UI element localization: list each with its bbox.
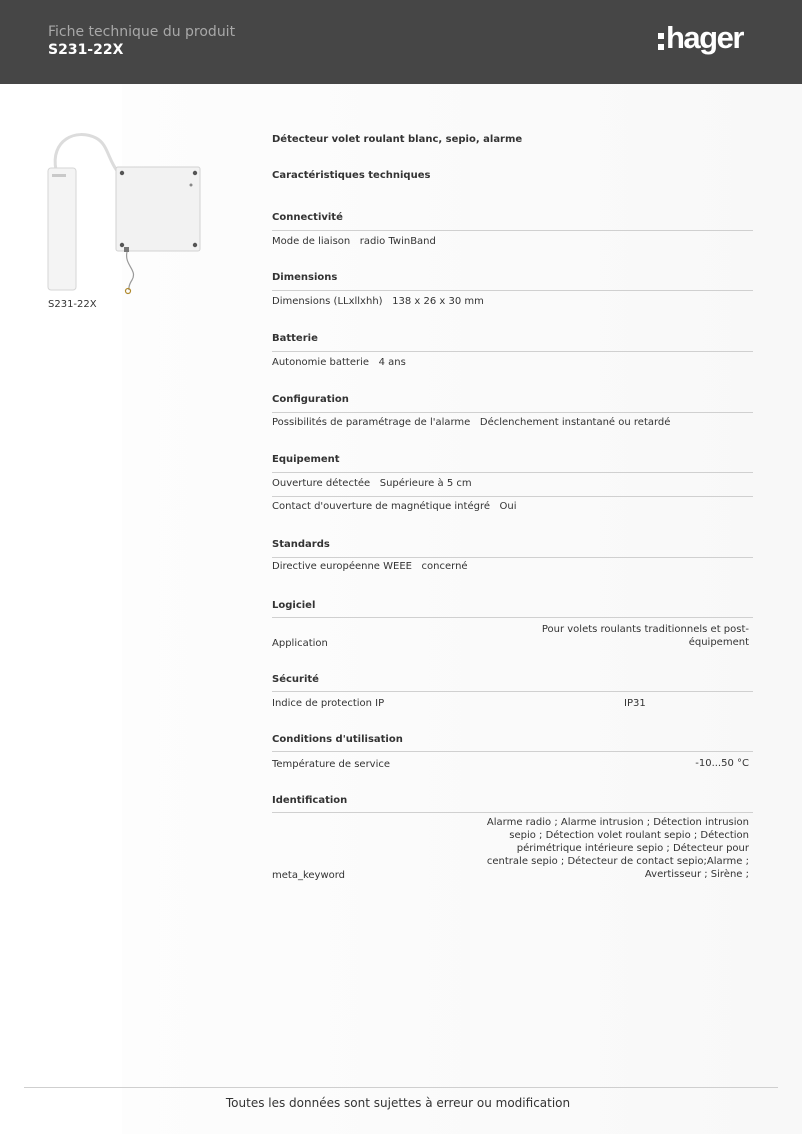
logo-wordmark: hager xyxy=(666,20,743,55)
spec-label: Directive européenne WEEE xyxy=(272,561,412,572)
section-divider xyxy=(272,412,753,413)
section-title-dimensions: Dimensions xyxy=(272,272,338,283)
spec-row xyxy=(272,621,753,649)
spec-value: IP31 xyxy=(624,698,646,709)
document-kicker: Fiche technique du produit xyxy=(48,24,236,40)
spec-label: Possibilités de paramétrage de l'alarme xyxy=(272,417,471,428)
spec-value: concerné xyxy=(421,561,468,572)
spec-label: Application xyxy=(272,638,328,649)
section-divider xyxy=(272,351,753,352)
spec-label: Ouverture détectée xyxy=(272,478,371,489)
spec-value: -10...50 °C xyxy=(695,758,749,769)
spec-value: 4 ans xyxy=(378,357,406,368)
spec-row xyxy=(272,816,753,881)
section-title-connectivite: Connectivité xyxy=(272,212,343,223)
section-title-conditions: Conditions d'utilisation xyxy=(272,734,403,745)
product-image xyxy=(46,130,206,295)
spec-row xyxy=(272,357,753,368)
specs-heading: Caractéristiques techniques xyxy=(272,170,431,181)
spec-value: Pour volets roulants traditionnels et post- équipement xyxy=(541,624,749,648)
spec-label: Dimensions (LLxllxhh) xyxy=(272,296,383,307)
row-divider xyxy=(272,496,753,497)
logo-dots xyxy=(658,33,664,55)
spec-value: radio TwinBand xyxy=(359,236,436,247)
spec-value: Déclenchement instantané ou retardé xyxy=(479,417,671,428)
spec-label: meta_keyword xyxy=(272,870,346,881)
footer-divider xyxy=(24,1087,778,1088)
spec-label: Indice de protection IP xyxy=(272,698,385,709)
spec-row xyxy=(272,478,753,489)
product-title: Détecteur volet roulant blanc, sepio, alarme xyxy=(272,134,523,145)
section-title-logiciel: Logiciel xyxy=(272,600,316,611)
spec-row xyxy=(272,501,753,512)
spec-value: 138 x 26 x 30 mm xyxy=(392,296,484,307)
spec-value: Supérieure à 5 cm xyxy=(379,478,472,489)
spec-row xyxy=(272,417,753,428)
spec-label: Contact d'ouverture de magnétique intégré xyxy=(272,501,490,512)
section-title-standards: Standards xyxy=(272,539,330,550)
product-sku: S231-22X xyxy=(48,42,124,58)
section-title-equipement: Equipement xyxy=(272,454,340,465)
section-divider xyxy=(272,751,753,752)
product-image-caption: S231-22X xyxy=(48,299,97,310)
section-title-identification: Identification xyxy=(272,795,348,806)
section-divider xyxy=(272,472,753,473)
spec-row xyxy=(272,296,753,307)
spec-row xyxy=(272,561,753,572)
footer-disclaimer: Toutes les données sont sujettes à erreur ou modification xyxy=(225,1096,571,1110)
section-divider xyxy=(272,691,753,692)
spec-row xyxy=(272,757,753,770)
spec-label: Mode de liaison xyxy=(272,236,351,247)
section-divider xyxy=(272,812,753,813)
section-divider xyxy=(272,557,753,558)
section-title-securite: Sécurité xyxy=(272,674,319,685)
page-header xyxy=(0,0,802,84)
section-title-batterie: Batterie xyxy=(272,333,318,344)
section-divider xyxy=(272,230,753,231)
spec-label: Autonomie batterie xyxy=(272,357,370,368)
spec-value: Alarme radio ; Alarme intrusion ; Détection intrusion sepio ; Détection volet roulant sepio ; Détection périmétrique intérieure sepio ; Détecteur pour centrale sepio ; Détecteur de contact sepio;Alarme ; Avertisseur ; Sirène ; xyxy=(486,817,749,880)
spec-row xyxy=(272,236,753,247)
spec-row xyxy=(272,696,753,709)
spec-value: Oui xyxy=(499,501,517,512)
section-divider xyxy=(272,617,753,618)
section-divider xyxy=(272,290,753,291)
spec-label: Température de service xyxy=(272,759,391,770)
section-title-configuration: Configuration xyxy=(272,394,349,405)
